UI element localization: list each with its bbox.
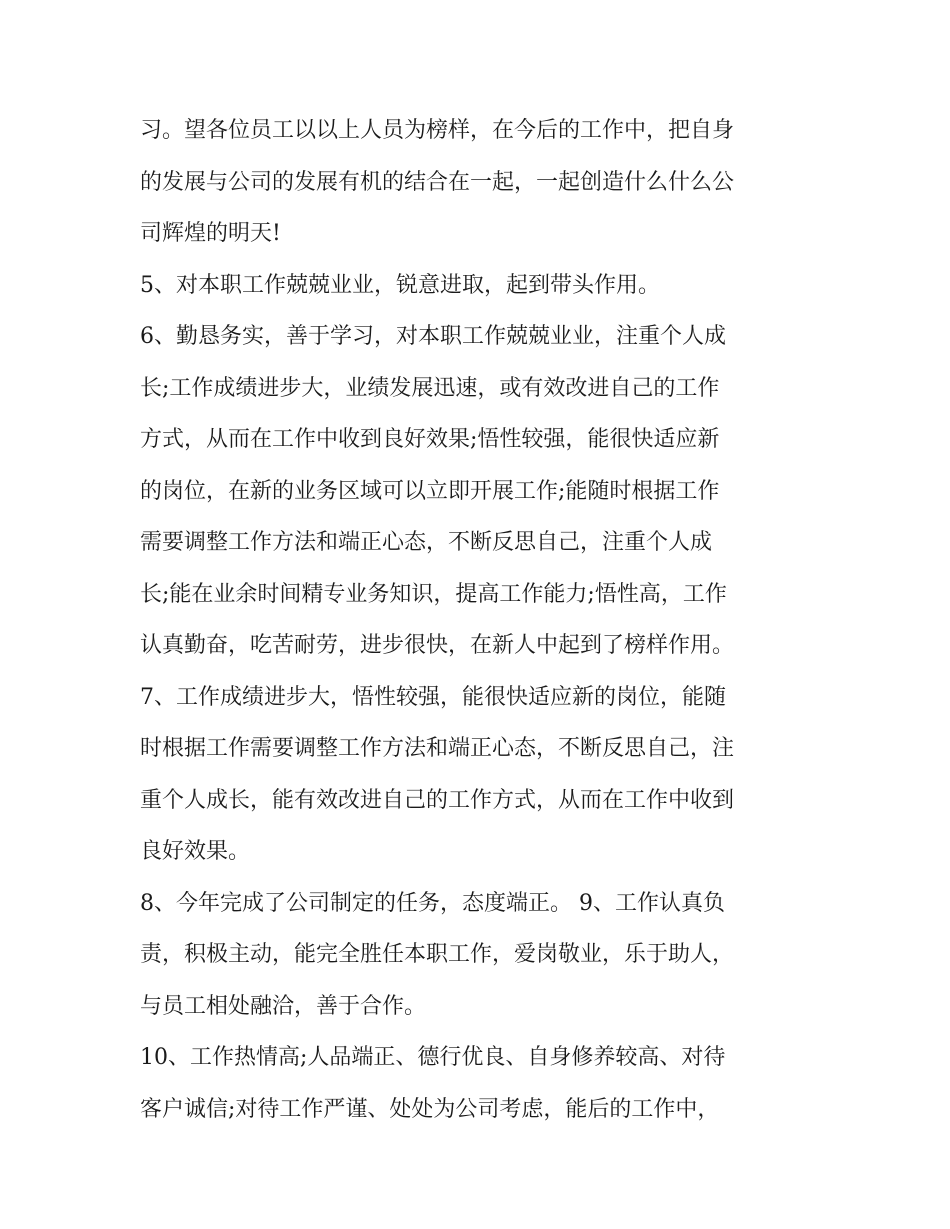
- document-body: [140, 105, 820, 1135]
- text-line: 的岗位，在新的业务区域可以立即开展工作;能随时根据工作: [140, 478, 720, 504]
- text-line: 10、工作热情高;人品端正、德行优良、自身修养较高、对待: [140, 1045, 726, 1070]
- text-line: 需要调整工作方法和端正心态，不断反思自己，注重个人成: [140, 530, 713, 555]
- text-line: 6、勤恳务实，善于学习，对本职工作兢兢业业，注重个人成: [140, 324, 726, 349]
- text-line: 习。望各位员工以以上人员为榜样，在今后的工作中，把自身: [140, 118, 735, 143]
- text-line: 客户诚信;对待工作严谨、处处为公司考虑，能后的工作中，: [140, 1096, 720, 1122]
- text-line: 时根据工作需要调整工作方法和端正心态，不断反思自己，注: [140, 736, 735, 761]
- text-line: 与员工相处融洽，善于合作。: [140, 993, 427, 1019]
- text-line: 的发展与公司的发展有机的结合在一起，一起创造什么什么公: [140, 169, 735, 195]
- text-line: 8、今年完成了公司制定的任务，态度端正。 9、工作认真负: [140, 890, 725, 916]
- text-line: 重个人成长，能有效改进自己的工作方式，从而在工作中收到: [140, 787, 735, 813]
- text-line: 长;能在业余时间精专业务知识，提高工作能力;悟性高，工作: [140, 581, 727, 607]
- text-line: 司辉煌的明天!: [140, 221, 281, 246]
- text-line: 5、对本职工作兢兢业业，锐意进取，起到带头作用。: [140, 272, 660, 298]
- text-line: 良好效果。: [140, 839, 251, 864]
- text-line: 长;工作成绩进步大，业绩发展迅速，或有效改进自己的工作: [140, 375, 720, 401]
- text-line: 7、工作成绩进步大，悟性较强，能很快适应新的岗位，能随: [140, 684, 726, 710]
- text-line: 责，积极主动，能完全胜任本职工作，爱岗敬业，乐于助人，: [140, 942, 735, 967]
- text-line: 方式，从而在工作中收到良好效果;悟性较强，能很快适应新: [140, 427, 720, 452]
- text-line: 认真勤奋，吃苦耐劳，进步很快，在新人中起到了榜样作用。: [140, 633, 735, 658]
